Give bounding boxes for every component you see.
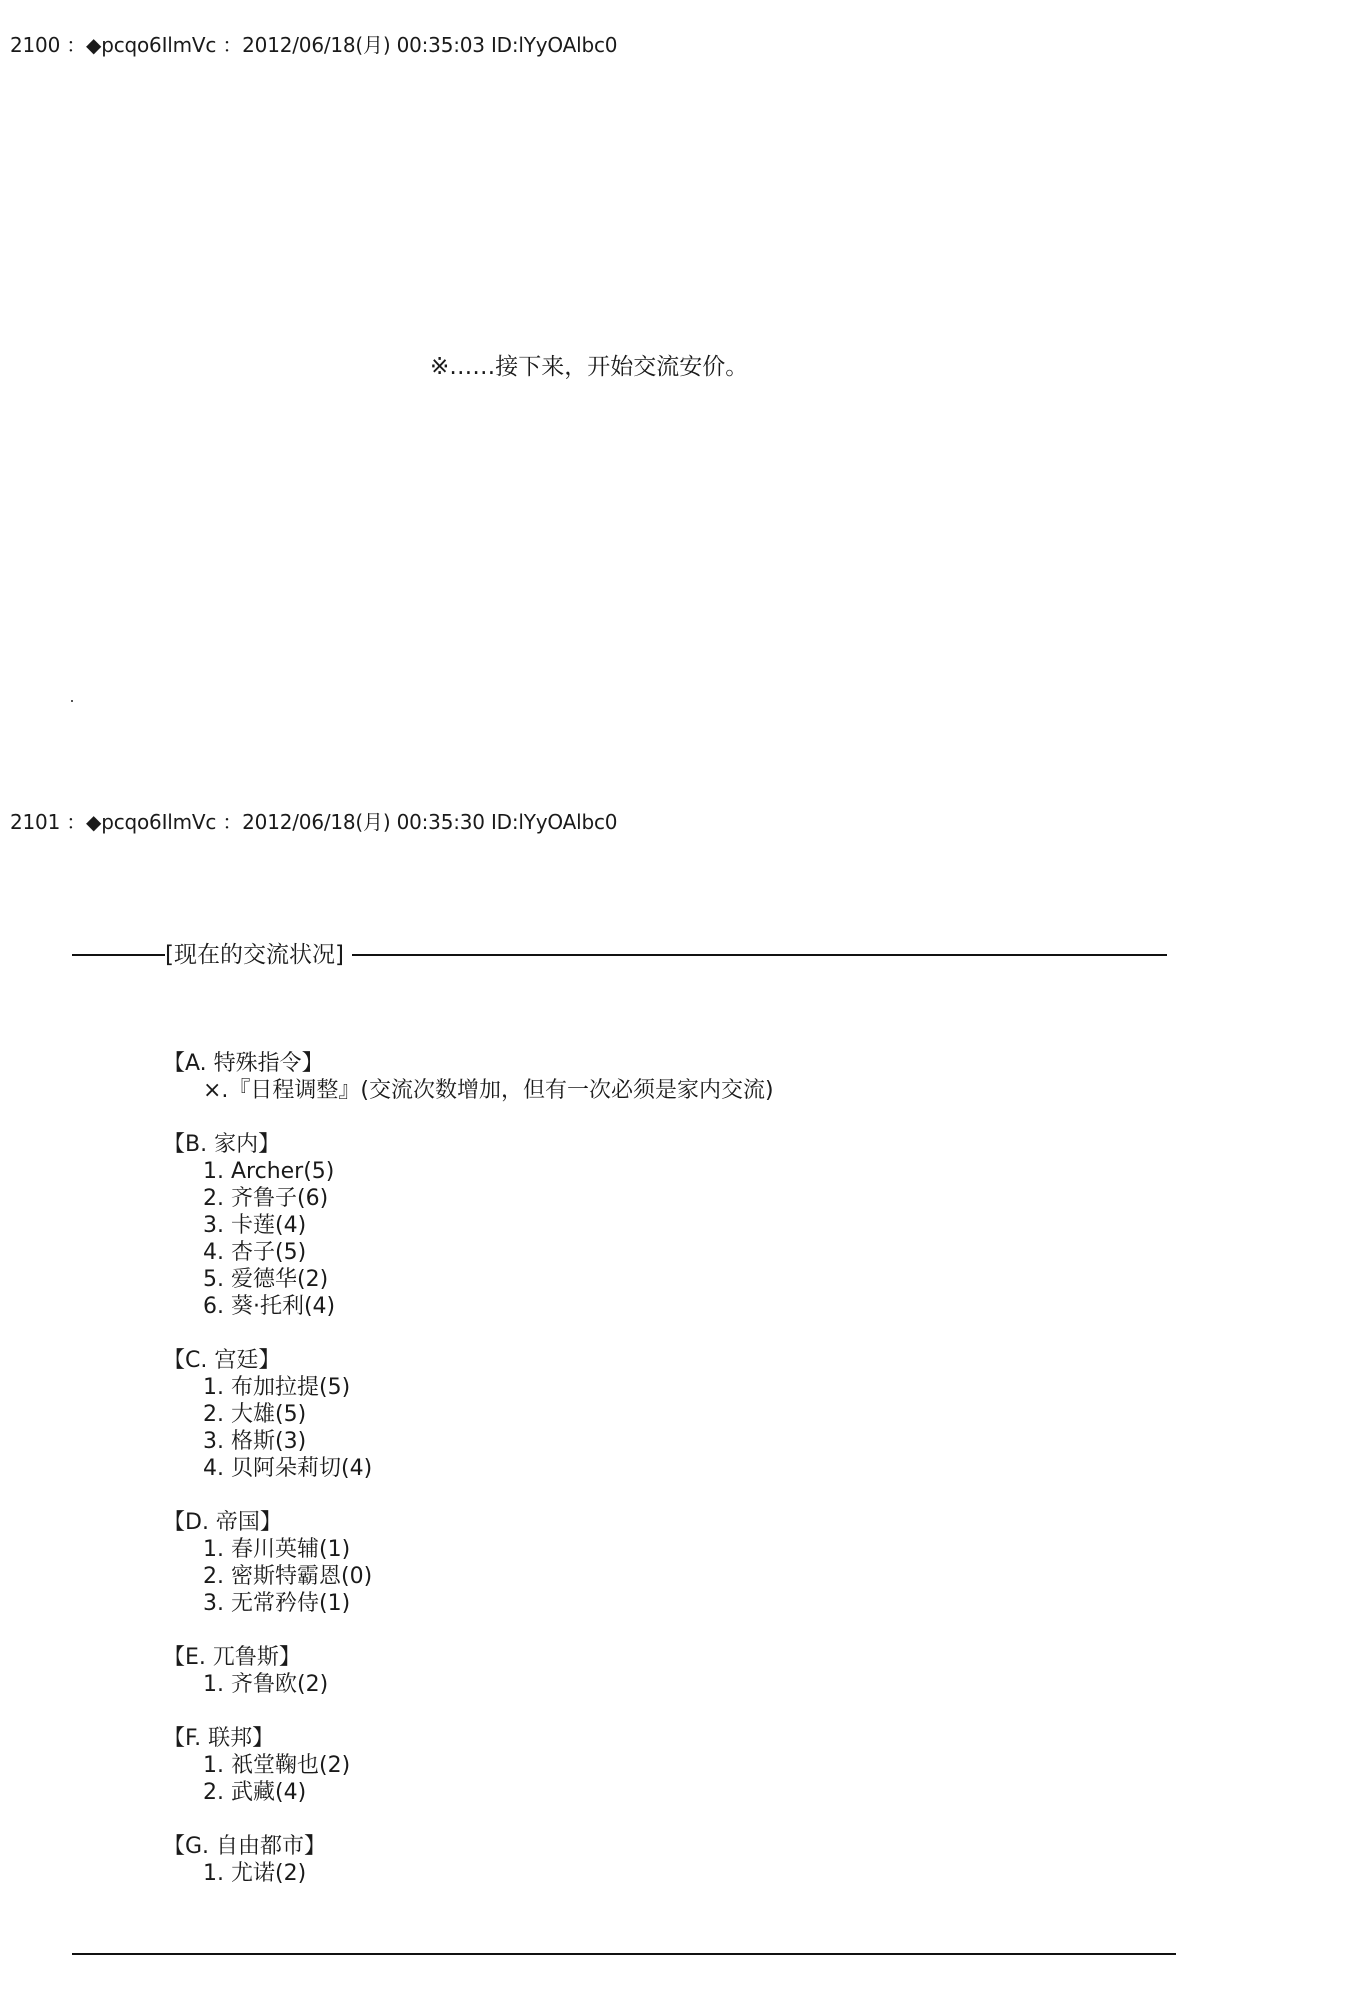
section-block (163, 1833, 1163, 1887)
post-note: ※……接下来，开始交流安价。 (430, 354, 749, 380)
section-item: 2. 武藏(4) (203, 1780, 307, 1805)
section-block (163, 1644, 1163, 1698)
section-heading: 【F. 联邦】 (163, 1726, 275, 1751)
section-item: 1. 布加拉提(5) (203, 1375, 351, 1400)
section-heading: 【B. 家内】 (163, 1132, 281, 1157)
section-block (163, 1725, 1163, 1806)
section-item: 1. Archer(5) (203, 1159, 335, 1184)
section-item: 1. 尤诺(2) (203, 1861, 307, 1886)
section-item: 3. 无常矜侍(1) (203, 1591, 351, 1616)
stray-dot (71, 700, 73, 702)
section-block (163, 1347, 1163, 1482)
section-block (163, 1509, 1163, 1617)
section-heading: 【C. 宫廷】 (163, 1348, 281, 1373)
status-sections (163, 1050, 1163, 1914)
section-item: 5. 爱德华(2) (203, 1267, 329, 1292)
section-heading: 【G. 自由都市】 (163, 1834, 327, 1859)
section-item: 2. 大雄(5) (203, 1402, 307, 1427)
section-item: 3. 卡莲(4) (203, 1213, 307, 1238)
post-header-2100: 2100 ：◆pcqo6IlmVc ：2012/06/18(月) 00:35:03 ID:lYyOAlbc0 (10, 33, 618, 57)
post-header-2101: 2101 ：◆pcqo6IlmVc ：2012/06/18(月) 00:35:30 ID:lYyOAlbc0 (10, 810, 618, 834)
section-heading: 【D. 帝国】 (163, 1510, 282, 1535)
section-heading: 【E. 兀鲁斯】 (163, 1645, 301, 1670)
section-item: ×.『日程调整』(交流次数增加，但有一次必须是家内交流) (203, 1078, 774, 1103)
section-item: 1. 齐鲁欧(2) (203, 1672, 329, 1697)
section-block (163, 1050, 1163, 1104)
section-item: 2. 密斯特霸恩(0) (203, 1564, 373, 1589)
section-item: 3. 格斯(3) (203, 1429, 307, 1454)
section-heading: 【A. 特殊指令】 (163, 1051, 324, 1076)
section-item: 1. 春川英辅(1) (203, 1537, 351, 1562)
section-item: 6. 葵·托利(4) (203, 1294, 336, 1319)
section-block (163, 1131, 1163, 1320)
bottom-rule (72, 1953, 1176, 1955)
section-item: 4. 贝阿朵莉切(4) (203, 1456, 373, 1481)
section-item: 2. 齐鲁子(6) (203, 1186, 329, 1211)
title-rule-left (72, 954, 166, 956)
status-title: [现在的交流状况] (165, 942, 344, 968)
section-item: 1. 祇堂鞠也(2) (203, 1753, 351, 1778)
section-item: 4. 杏子(5) (203, 1240, 307, 1265)
title-rule-right (352, 954, 1167, 956)
